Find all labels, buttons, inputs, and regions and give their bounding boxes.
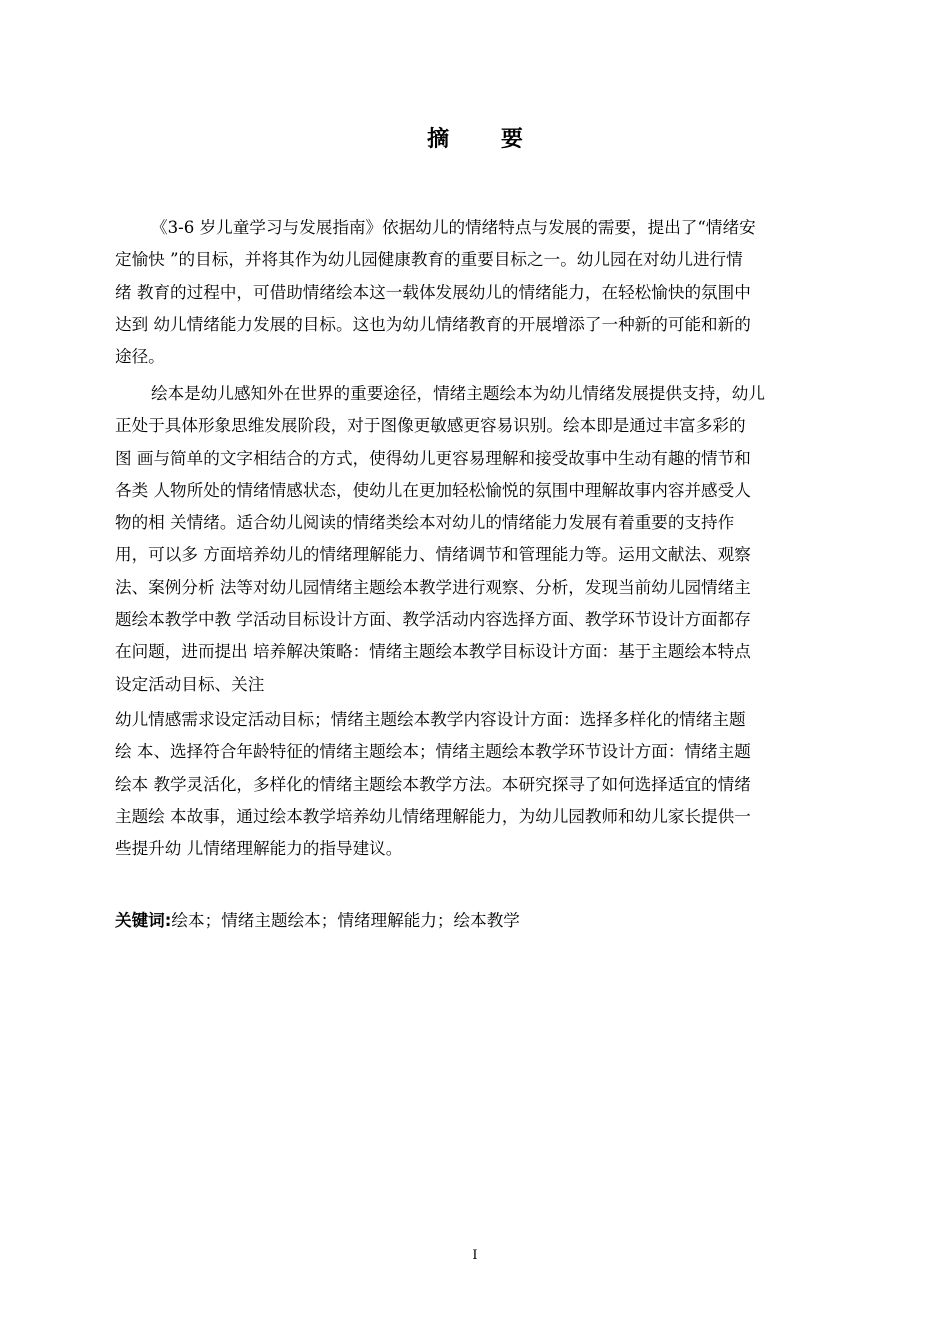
- text-line: 《3-6 岁儿童学习与发展指南》依据幼儿的情绪特点与发展的需要，提出了“情绪安: [151, 218, 756, 237]
- text-line: 各类 人物所处的情绪情感状态，使幼儿在更加轻松愉悦的氛围中理解故事内容并感受人: [115, 480, 751, 500]
- text-line: 绘 本、选择符合年龄特征的情绪主题绘本；情绪主题绘本教学环节设计方面：情绪主题: [115, 742, 751, 762]
- text-line: 定愉快 ”的目标，并将其作为幼儿园健康教育的重要目标之一。幼儿园在对幼儿进行情: [115, 250, 743, 270]
- text-line: 设定活动目标、关注: [115, 674, 265, 694]
- text-line: 绪 教育的过程中，可借助情绪绘本这一载体发展幼儿的情绪能力，在轻松愉快的氛围中: [115, 282, 751, 302]
- text-line: 些提升幼 儿情绪理解能力的指导建议。: [115, 839, 403, 859]
- abstract-paragraph-3: [115, 704, 855, 865]
- text-line: 幼儿情感需求设定活动目标；情绪主题绘本教学内容设计方面：选择多样化的情绪主题: [115, 710, 746, 729]
- text-line: 主题绘 本故事，通过绘本教学培养幼儿情绪理解能力，为幼儿园教师和幼儿家长提供一: [115, 806, 751, 826]
- text-line: 绘本是幼儿感知外在世界的重要途径，情绪主题绘本为幼儿情绪发展提供支持，幼儿: [151, 384, 765, 403]
- keywords-text: 绘本；情绪主题绘本；情绪理解能力；绘本教学: [171, 911, 520, 930]
- page-number: I: [472, 1248, 478, 1263]
- text-line: 法、案例分析 法等对幼儿园情绪主题绘本教学进行观察、分析，发现当前幼儿园情绪主: [115, 577, 751, 597]
- page-title: 摘 要: [427, 127, 545, 152]
- keywords-label: 关键词:: [115, 911, 172, 930]
- abstract-paragraph-2: [115, 378, 855, 701]
- text-line: 途径。: [115, 347, 165, 367]
- abstract-paragraph-1: [115, 212, 855, 373]
- text-line: 正处于具体形象思维发展阶段，对于图像更敏感更容易识别。绘本即是通过丰富多彩的: [115, 416, 746, 436]
- text-line: 绘本 教学灵活化，多样化的情绪主题绘本教学方法。本研究探寻了如何选择适宜的情绪: [115, 774, 751, 794]
- text-line: 图 画与简单的文字相结合的方式，使得幼儿更容易理解和接受故事中生动有趣的情节和: [115, 448, 751, 468]
- text-line: 用，可以多 方面培养幼儿的情绪理解能力、情绪调节和管理能力等。运用文献法、观察: [115, 545, 751, 565]
- text-line: 题绘本教学中教 学活动目标设计方面、教学活动内容选择方面、教学环节设计方面都存: [115, 610, 751, 630]
- keywords-line: [115, 905, 520, 937]
- text-line: 达到 幼儿情绪能力发展的目标。这也为幼儿情绪教育的开展增添了一种新的可能和新的: [115, 314, 751, 334]
- text-line: 在问题，进而提出 培养解决策略：情绪主题绘本教学目标设计方面：基于主题绘本特点: [115, 642, 751, 662]
- text-line: 物的相 关情绪。适合幼儿阅读的情绪类绘本对幼儿的情绪能力发展有着重要的支持作: [115, 513, 735, 533]
